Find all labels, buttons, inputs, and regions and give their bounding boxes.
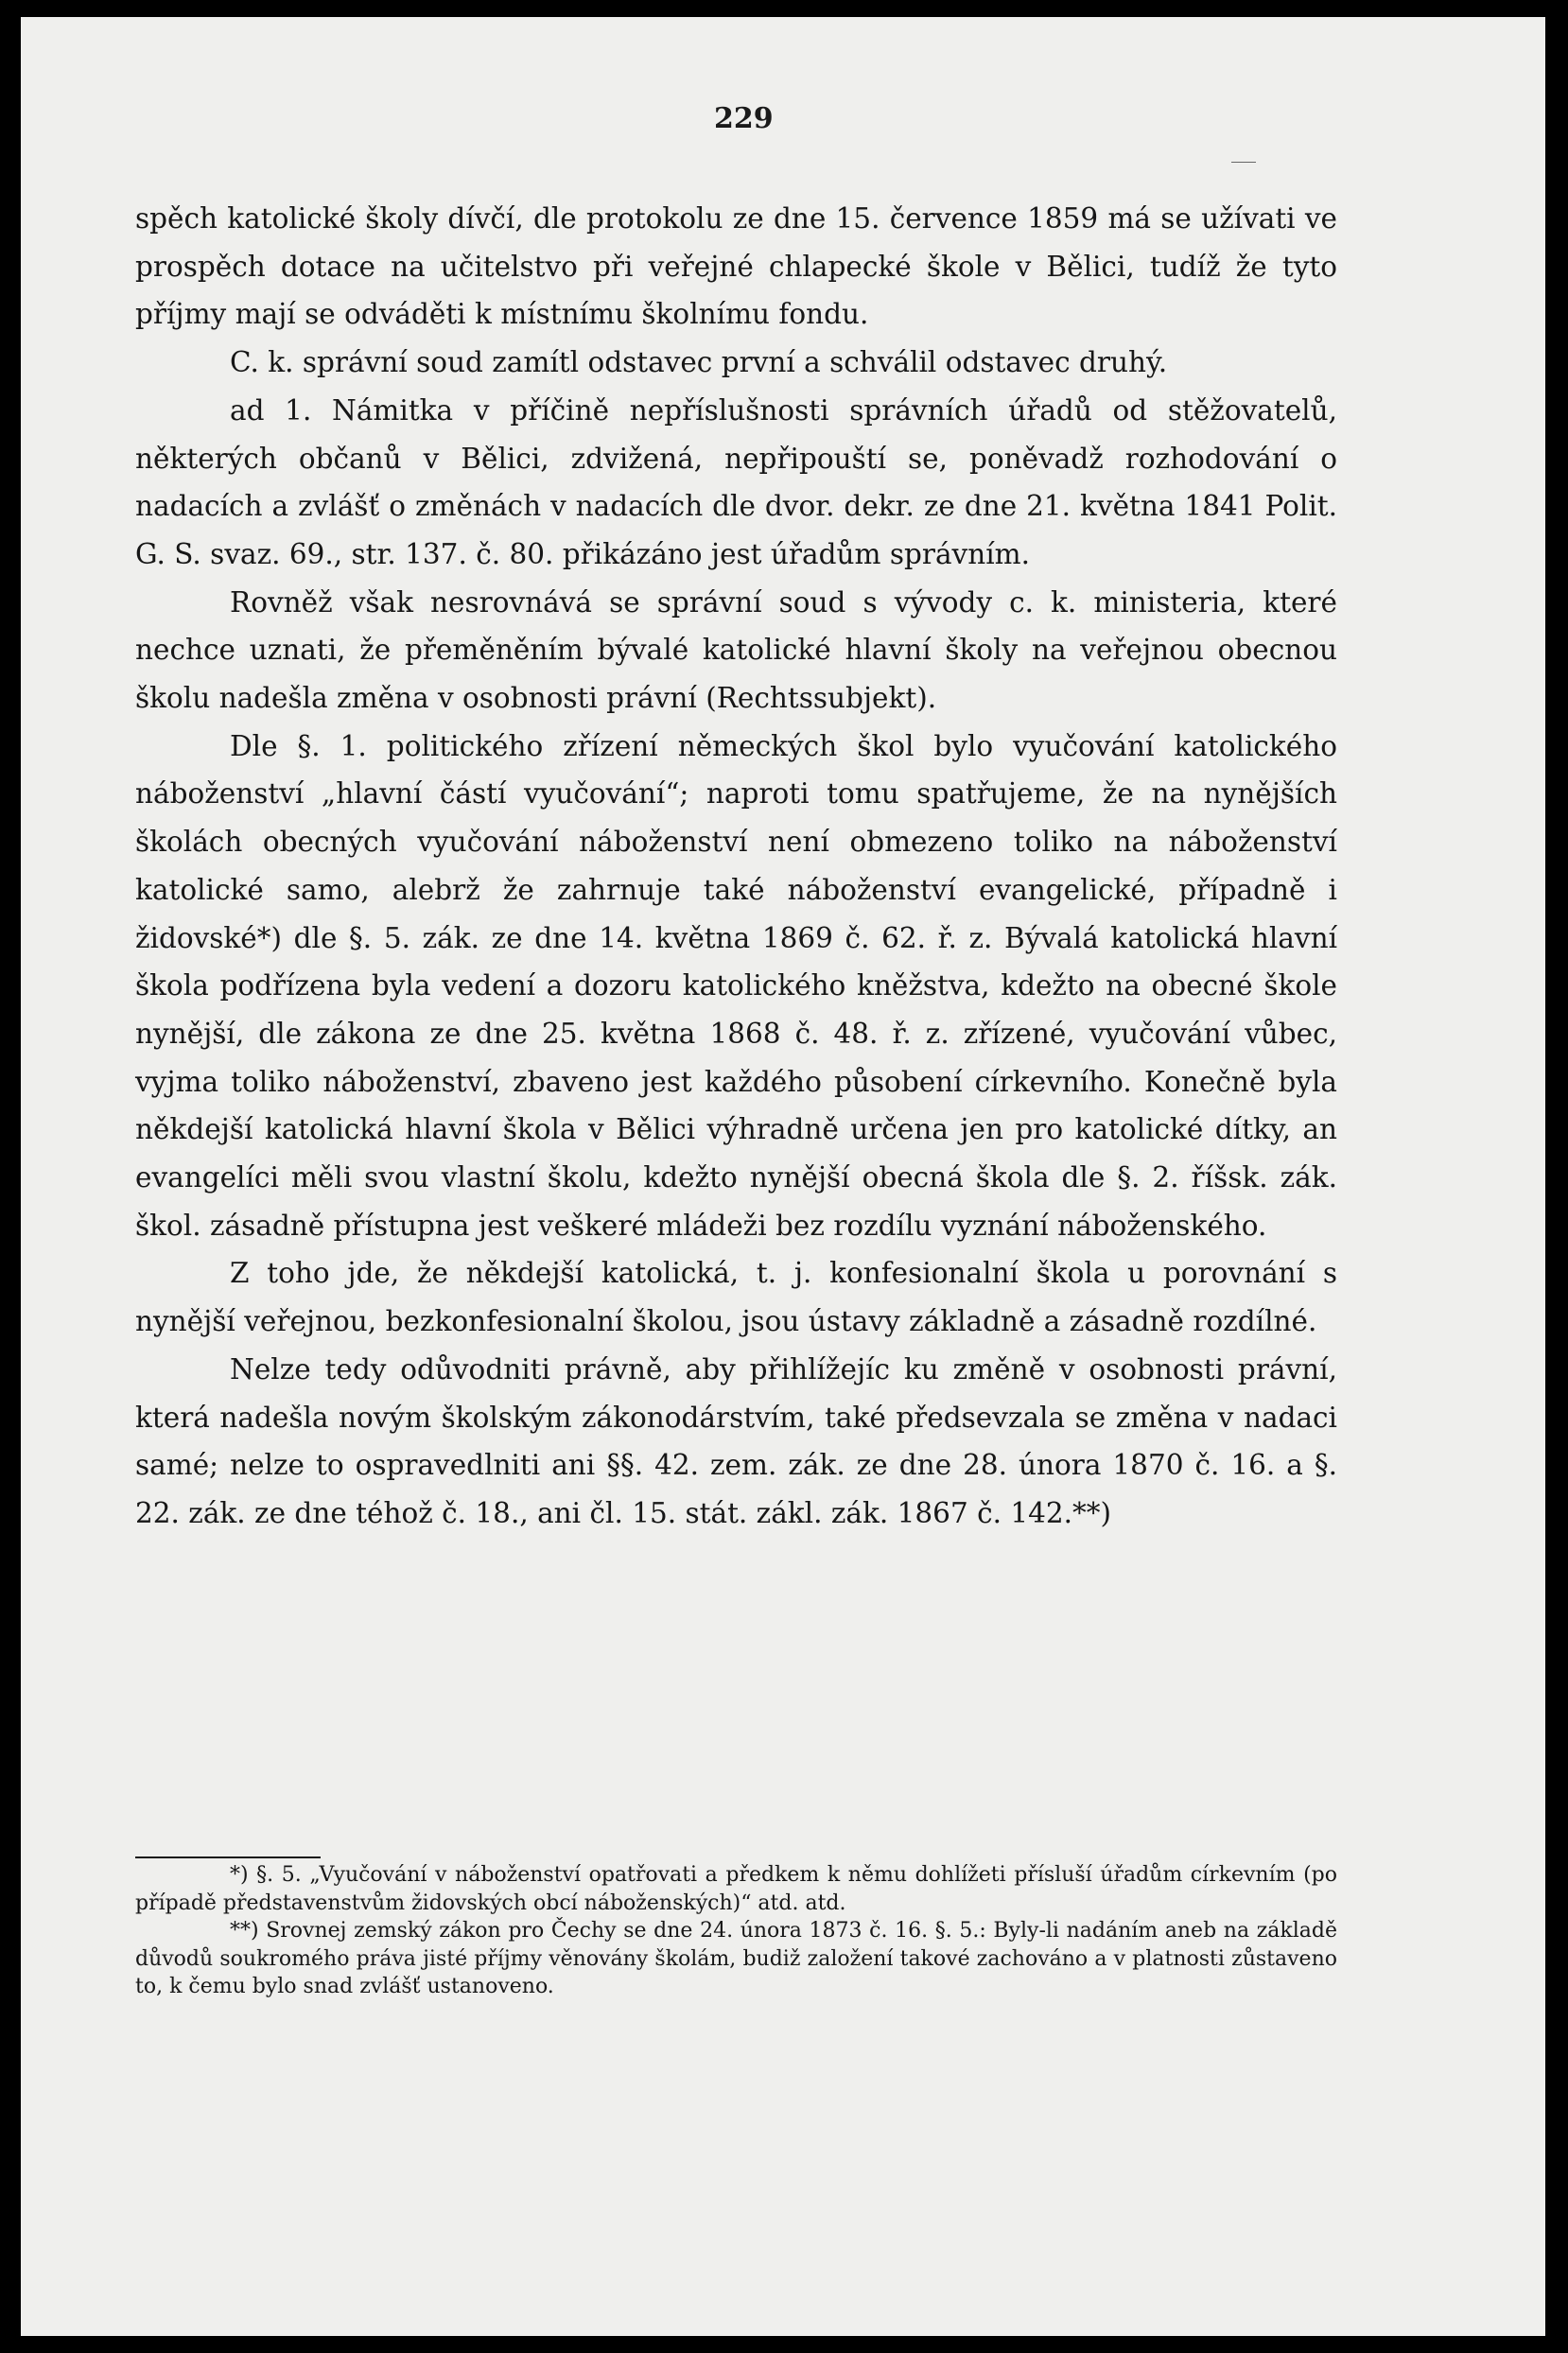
- main-text: [135, 195, 1337, 1538]
- paragraph-continuation: spěch katolické školy dívčí, dle protokolu ze dne 15. července 1859 má se užívati ve prospěch dotace na učitelstvo při veřejné chlapecké škole v Bělici, tudíž že tyto příjmy mají se odváděti k místnímu školnímu fondu.: [135, 202, 1337, 331]
- paragraph-ad-1: ad 1. Námitka v příčině nepříslušnosti správních úřadů od stěžovatelů, některých občanů v Bělici, zdvižená, nepřipouští se, poněvadž rozhodování o nadacích a zvlášť o změnách v nadacích dle dvor. dekr. ze dne 21. května 1841 Polit. G. S. svaz. 69., str. 137. č. 80. přikázáno jest úřadům správním.: [135, 393, 1337, 570]
- footnote-1: *) §. 5. „Vyučování v náboženství opatřovati a předkem k němu dohlížeti přísluší úřadům církevním (po případě představenstvům židovských obcí náboženských)“ atd. atd.: [135, 1863, 1337, 1915]
- footnotes: [135, 1861, 1337, 2001]
- paragraph-court-decision: C. k. správní soud zamítl odstavec první a schválil odstavec druhý.: [230, 346, 1168, 379]
- paragraph-ministry: Rovněž však nesrovnává se správní soud s vývody c. k. ministeria, které nechce uznati, že přeměněním bývalé katolické hlavní školy na veřejnou obecnou školu nadešla změna v osobnosti právní (Rechtssubjekt).: [135, 585, 1337, 715]
- page-number: 229: [714, 102, 774, 135]
- footnote-rule: [135, 1856, 321, 1858]
- paragraph-final: Nelze tedy odůvodniti právně, aby přihlížejíc ku změně v osobnosti právní, která nadešla novým školským zákonodárstvím, také předsevzala se změna v nadaci samé; nelze to ospravedlniti ani §§. 42. zem. zák. ze dne 28. února 1870 č. 16. a §. 22. zák. ze dne téhož č. 18., ani čl. 15. stát. zákl. zák. 1867 č. 142.**): [135, 1352, 1337, 1529]
- footnote-2: **) Srovnej zemský zákon pro Čechy se dne 24. února 1873 č. 16. §. 5.: Byly-li nadáním aneb na základě důvodů soukromého práva jisté příjmy věnovány školám, budiž založení takové zachováno a v platnosti zůstaveno to, k čemu bylo snad zvlášť ustanoveno.: [135, 1919, 1337, 1999]
- paragraph-school-law: Dle §. 1. politického zřízení německých škol bylo vyučování katolického náboženství „hlavní částí vyučování“; naproti tomu spatřujeme, že na nynějších školách obecných vyučování náboženství není obmezeno toliko na náboženství katolické samo, alebrž že zahrnuje také náboženství evangelické, případně i židovské*) dle §. 5. zák. ze dne 14. května 1869 č. 62. ř. z. Bývalá katolická hlavní škola podřízena byla vedení a dozoru katolického kněžstva, kdežto na obecné škole nynější, dle zákona ze dne 25. května 1868 č. 48. ř. z. zřízené, vyučování vůbec, vyjma toliko náboženství, zbaveno jest každého působení církevního. Konečně byla někdejší katolická hlavní škola v Bělici výhradně určena jen pro katolické dítky, an evangelíci měli svou vlastní školu, kdežto nynější obecná škola dle §. 2. říšsk. zák. škol. zásadně přístupna jest veškeré mládeži bez rozdílu vyznání náboženského.: [135, 729, 1337, 1242]
- paragraph-conclusion: Z toho jde, že někdejší katolická, t. j. konfesionalní škola u porovnání s nynější veřejnou, bezkonfesionalní školou, jsou ústavy základně a zásadně rozdílné.: [135, 1257, 1337, 1338]
- book-page: [21, 17, 1545, 2336]
- header-mark: [1231, 162, 1256, 163]
